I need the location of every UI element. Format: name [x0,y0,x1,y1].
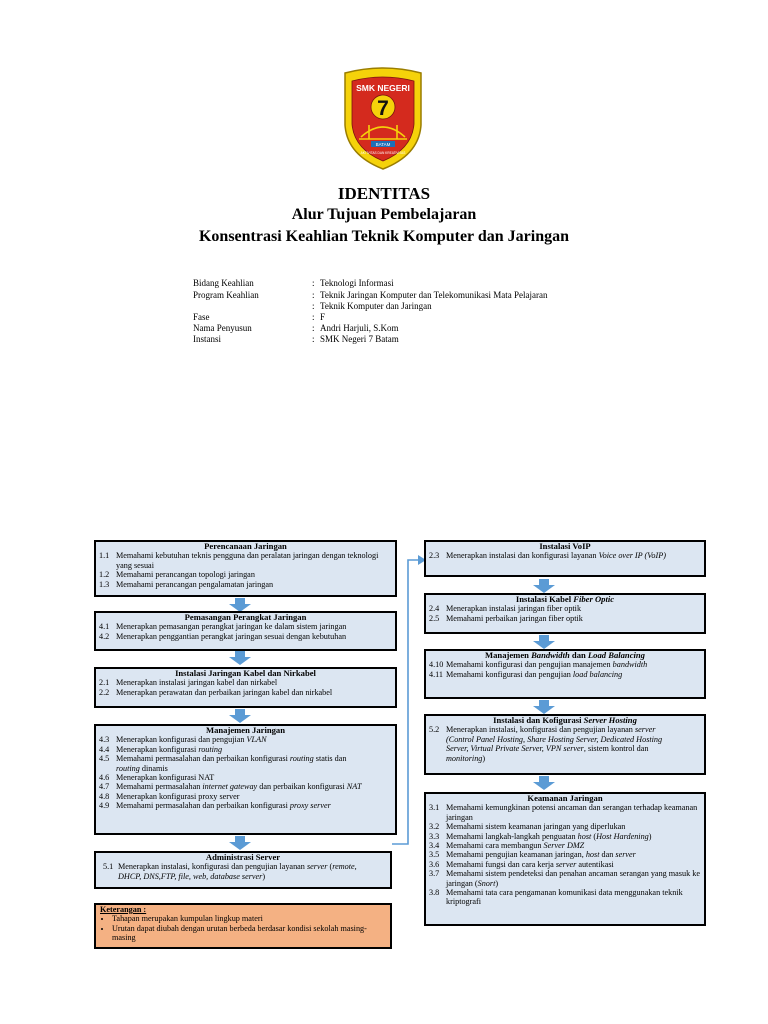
item-text: Menerapkan pemasangan perangkat jaringan ke dalam sistem jaringan [116,622,347,632]
item-number: 2.1 [99,678,110,688]
item-number: 3.5 [429,850,440,860]
item-text-em: server [555,859,577,869]
item-text-em: Server, Virtual Private Server, VPN server [446,744,584,754]
item-number: 2.3 [429,551,440,561]
list-item [96,801,395,810]
item-text: Memahami pengujian keamanan jaringan, [446,850,586,860]
connector-arrow-icon [392,552,426,848]
identity-colon: : [312,312,315,322]
item-text: Memahami permasalahan dan perbaikan konfigurasi [116,801,290,811]
logo-motto: AKTIVITAS DAN KREATIVITAS [360,151,406,155]
list-item [96,688,395,697]
item-number: 4.6 [99,773,110,783]
item-text: Memahami tata cara pengamanan komunikasi data menggunakan teknik kriptografi [446,888,683,907]
item-text-tail: statis dan [313,754,347,764]
box-keamanan-jaringan [424,792,706,926]
item-text-tail: dan [599,850,616,860]
item-text-em: server [634,725,656,735]
box-title-em: Load Balancing [587,650,645,660]
notes-item: • Tahapan merupakan kumpulan lingkup materi [112,914,390,923]
item-text: Memahami perbaikan jaringan fiber optik [446,613,583,623]
item-text: Memahami cara membangun [446,841,544,851]
item-number: 1.2 [99,570,110,580]
list-item [426,888,704,907]
item-number: 1.3 [99,579,110,589]
down-arrow-icon [532,579,556,593]
item-text: Menerapkan konfigurasi [116,744,199,754]
down-arrow-icon [228,709,252,723]
item-text-tail: ) [482,753,486,763]
item-text: Memahami fungsi dan cara kerja [446,859,556,869]
page-subtitle: Alur Tujuan Pembelajaran [291,206,477,223]
item-text: Menerapkan instalasi jaringan fiber optik [446,604,582,614]
notes-item: • Urutan dapat diubah dengan urutan berbeda berdasar kondisi sekolah masing-masing [112,924,390,943]
item-number: 4.1 [99,622,110,632]
item-text: Menerapkan konfigurasi NAT [116,773,215,783]
list-item [426,614,704,623]
item-number: 3.8 [429,888,440,898]
item-number: 3.1 [429,803,440,813]
logo-ribbon: BATAM [375,142,391,147]
item-number: 3.4 [429,841,440,851]
box-title: Pemasangan Perangkat Jaringan [184,612,307,622]
box-manajemen-jaringan [94,724,397,835]
item-number: 2.2 [99,687,110,697]
identity-colon: : [312,290,315,300]
item-text-tail: dan perbaikan konfigurasi [257,782,347,792]
list-item [96,773,395,782]
item-number: 4.10 [429,660,444,670]
page-title: IDENTITAS [337,184,431,203]
item-number: 3.2 [429,822,440,832]
box-keterangan [94,903,392,949]
identity-label: Bidang Keahlian [193,278,254,288]
item-number: 5.1 [103,862,114,872]
item-text-em: Voice over IP (VoIP) [598,551,666,561]
item-text-em: Host Hardening [596,831,649,841]
identity-label: Instansi [193,334,221,344]
item-number: 4.5 [99,754,110,764]
identity-label: Nama Penyusun [193,323,252,333]
box-title [426,651,704,660]
item-text: Memahami konfigurasi dan pengujian manajemen [446,660,613,670]
list-item [426,660,704,669]
item-text: Memahami konfigurasi dan pengujian [446,669,573,679]
item-text-em: (Control Panel Hosting, Share Hosting Server, Dedicated Hosting [446,734,663,744]
item-number: 4.3 [99,735,110,745]
item-text: Memahami sistem keamanan jaringan yang diperlukan [446,822,626,832]
identity-value: Teknik Jaringan Komputer dan Telekomunikasi Mata Pelajaran [320,290,548,300]
item-number: 5.2 [429,725,440,735]
item-text-tail: ) [495,878,499,888]
list-item [96,551,395,570]
box-instalasi-fiber-optic [424,593,706,634]
list-item [96,580,395,589]
down-arrow-icon [532,635,556,649]
item-text-em: NAT [346,782,362,792]
box-instalasi-kabel-nirkabel [94,667,397,708]
box-manajemen-bandwidth [424,649,706,699]
list-item [96,622,395,631]
item-text: Menerapkan instalasi jaringan kabel dan nirkabel [116,678,278,688]
item-text-em: VLAN [246,735,267,745]
item-text-tail: ) [262,871,266,881]
down-arrow-icon [228,836,252,850]
box-title-em: Bandwidth [531,650,570,660]
identity-label: Program Keahlian [193,290,259,300]
identity-colon: : [312,278,315,288]
box-perencanaan-jaringan [94,540,397,597]
item-text-em: bandwidth [612,660,648,670]
logo-school-name: SMK NEGERI [356,83,410,93]
item-number: 4.9 [99,801,110,811]
item-text-em: host [585,850,600,860]
item-number: 3.7 [429,869,440,879]
down-arrow-icon [532,700,556,714]
identity-value: SMK Negeri 7 Batam [320,334,399,344]
list-item [96,570,395,579]
box-title-text: dan [569,650,588,660]
item-number: 3.6 [429,859,440,869]
list-item [96,678,395,687]
box-title [426,595,704,604]
box-title-text: Instalasi Kabel [515,594,574,604]
down-arrow-icon [532,776,556,790]
list-item [426,841,704,850]
item-text-em: proxy server [289,801,331,811]
identity-label: Fase [193,312,210,322]
list-item [426,803,704,822]
item-number: 2.5 [429,613,440,623]
list-item [96,782,395,791]
item-number: 4.2 [99,631,110,641]
item-text-em: routing [289,754,314,764]
box-title: Administrasi Server [205,852,281,862]
list-item [426,670,704,679]
item-text: Memahami perancangan pengalamatan jaringan [116,579,274,589]
list-item [96,735,395,744]
identity-value: Teknik Komputer dan Jaringan [320,301,432,311]
notes-list [96,914,390,942]
box-title-em: Server Hosting [583,715,637,725]
item-text-tail: ( [591,831,597,841]
item-number: 4.11 [429,669,444,679]
identity-value: F [320,312,326,322]
item-text: Menerapkan konfigurasi dan pengujian [116,735,247,745]
item-text: Memahami sistem pendeteksi dan penahan ancaman serangan yang masuk ke jaringan ( [446,869,700,888]
list-item [426,822,704,831]
item-text: Menerapkan konfigurasi proxy server [116,791,240,801]
list-item [96,632,395,641]
box-title: Instalasi VoIP [539,541,591,551]
school-logo [341,67,425,171]
item-text-em: internet gateway [202,782,258,792]
box-instalasi-voip [424,540,706,577]
list-item [426,850,704,859]
box-title-text: Manajemen [485,650,532,660]
list-item [96,792,395,801]
item-number: 1.1 [99,551,110,561]
box-title: Keamanan Jaringan [527,793,603,803]
notes-title: Keterangan : [100,905,147,914]
item-text: Memahami kemungkinan potensi ancaman dan serangan terhadap keamanan jaringan [446,803,698,822]
box-title: Manajemen Jaringan [205,725,285,735]
item-text-em: server [306,862,328,872]
item-number: 3.3 [429,831,440,841]
item-text-em: Server DMZ [543,841,585,851]
box-server-hosting [424,714,706,775]
item-text: Memahami kebutuhan teknis pengguna dan peralatan jaringan dengan teknologi yang sesuai [116,551,379,570]
item-text-tail: ) [648,831,652,841]
item-text-em: DHCP, DNS,FTP, file, web, database server [118,871,263,881]
box-title-text: Instalasi dan Kofigurasi [493,715,584,725]
identity-colon: : [312,323,315,333]
box-title: Perencanaan Jaringan [204,541,287,551]
item-number: 4.7 [99,782,110,792]
item-text-em: Snort [477,878,496,888]
box-title: Instalasi Jaringan Kabel dan Nirkabel [175,668,316,678]
item-text-em: remote, [332,862,357,872]
down-arrow-icon [228,598,252,612]
item-text: Menerapkan instalasi, konfigurasi dan pengujian layanan [446,725,635,735]
list-item [96,862,390,881]
identity-value: Andri Harjuli, S.Kom [320,323,399,333]
item-text-tail: dinamis [139,763,168,773]
list-item [96,754,395,773]
item-text: Menerapkan instalasi, konfigurasi dan pengujian layanan [118,862,307,872]
list-item [426,860,704,869]
item-text-em: load balancing [572,669,623,679]
item-text: Memahami perancangan topologi jaringan [116,570,255,580]
identity-colon: : [312,301,315,311]
item-text-em: monitoring [446,753,483,763]
logo-number: 7 [377,97,389,120]
item-text-em: server [615,850,636,860]
item-number: 2.4 [429,604,440,614]
list-item [426,869,704,888]
item-number: 4.4 [99,744,110,754]
list-item [426,832,704,841]
identity-colon: : [312,334,315,344]
identity-value: Teknologi Informasi [320,278,394,288]
box-pemasangan-perangkat [94,611,397,651]
list-item [426,604,704,613]
list-item [426,725,704,763]
item-text-em: host [577,831,592,841]
list-item [426,551,704,560]
item-text: Memahami permasalahan [116,782,203,792]
item-text-tail: autentikasi [576,859,614,869]
item-text-tail: , sistem kontrol dan [583,744,649,754]
item-text: Menerapkan instalasi dan konfigurasi layanan [446,551,599,561]
item-text: Menerapkan perawatan dan perbaikan jaringan kabel dan nirkabel [116,687,333,697]
down-arrow-icon [228,651,252,665]
box-title [426,716,704,725]
item-text-em: routing [116,763,140,773]
box-title-em: Fiber Optic [573,594,615,604]
list-item [96,745,395,754]
item-text: Memahami langkah-langkah penguatan [446,831,578,841]
program-title: Konsentrasi Keahlian Teknik Komputer dan Jaringan [198,228,569,245]
item-number: 4.8 [99,791,110,801]
box-administrasi-server [94,851,392,889]
item-text-tail: ( [327,862,333,872]
item-text: Menerapkan penggantian perangkat jaringan sesuai dengan kebutuhan [116,631,347,641]
item-text-em: routing [198,744,223,754]
item-text: Memahami permasalahan dan perbaikan konfigurasi [116,754,290,764]
